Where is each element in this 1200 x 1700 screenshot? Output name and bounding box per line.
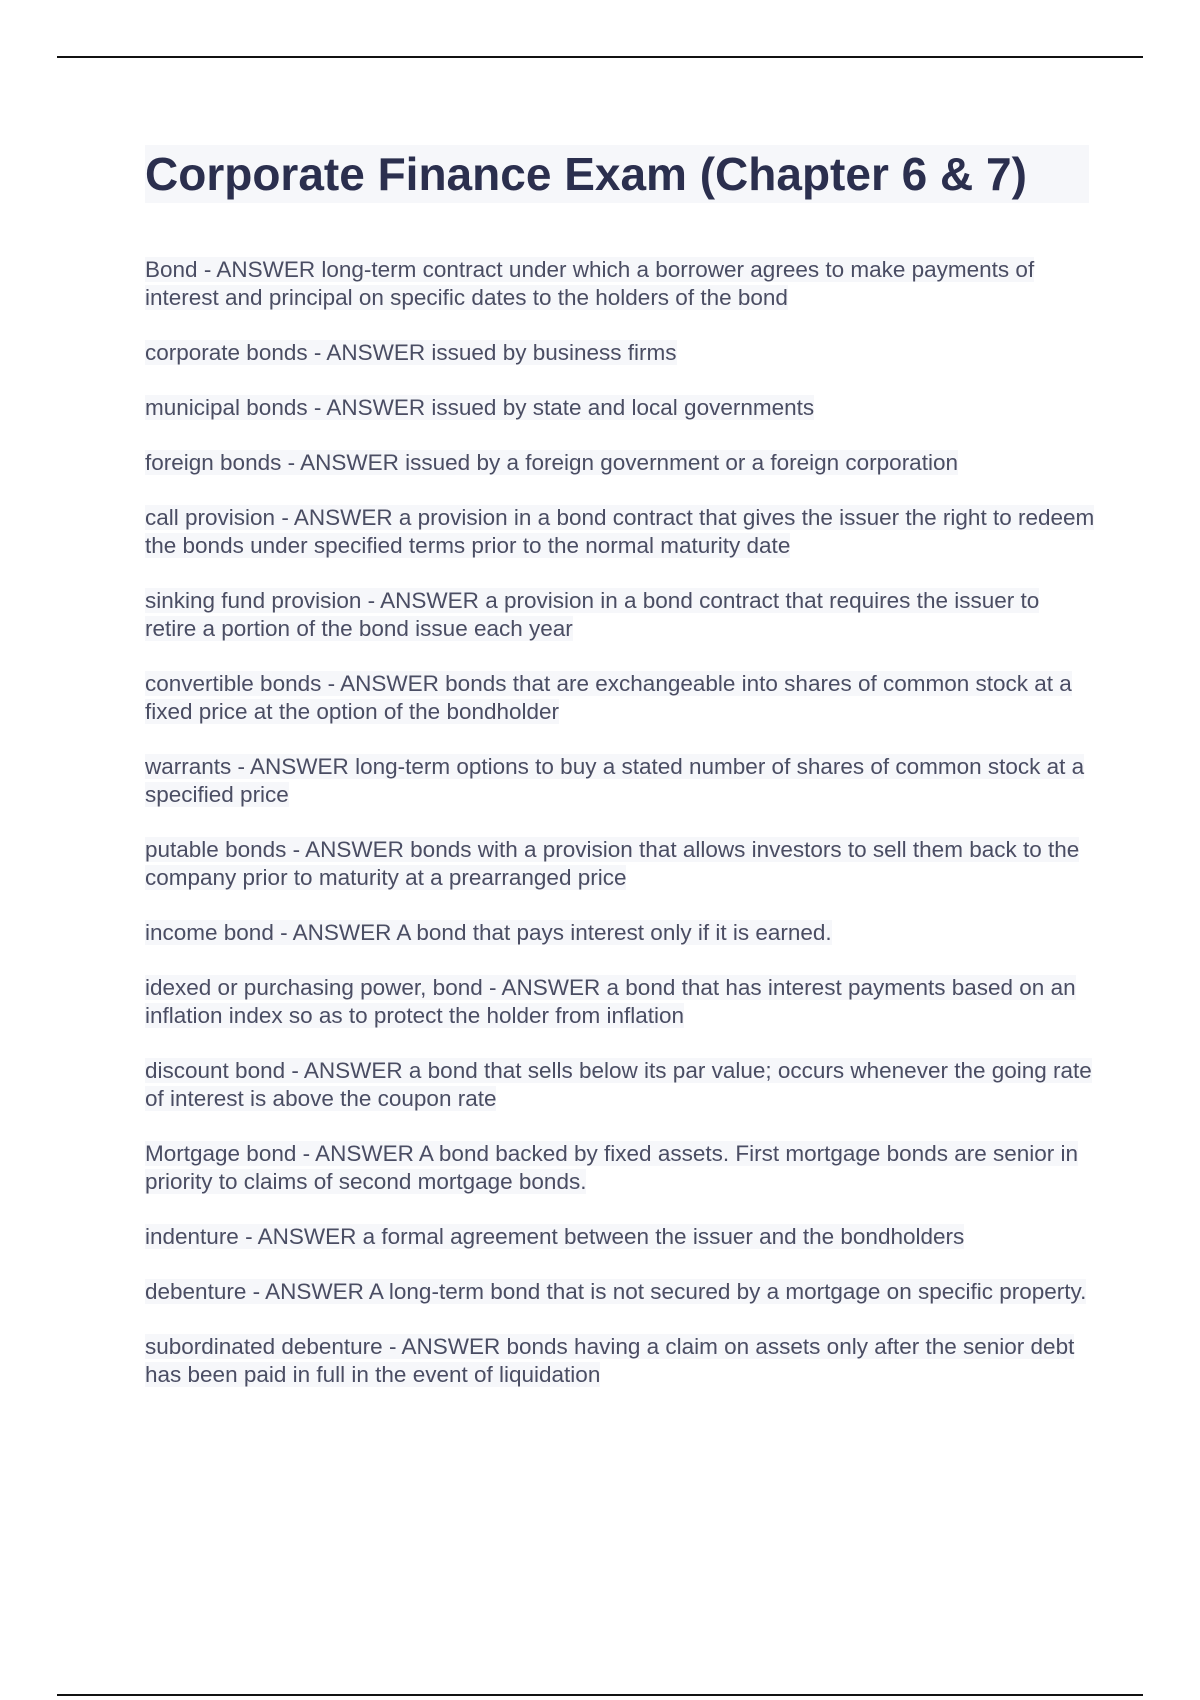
- entry-text: [145, 505, 1094, 558]
- entry-answer: a provision in a bond contract that requires the issuer to retire a portion of the bond issue each year: [145, 588, 1040, 641]
- entry-term: municipal bonds: [145, 395, 308, 420]
- entry-answer: a bond that sells below its par value; occurs whenever the going rate of interest is above the coupon rate: [145, 1058, 1092, 1111]
- entry-text: [145, 395, 814, 420]
- entry-term: putable bonds: [145, 837, 287, 862]
- list-item: [145, 670, 1095, 726]
- entry-text: [145, 340, 677, 365]
- entry-text: [145, 1334, 1074, 1387]
- answer-keyword: ANSWER: [501, 975, 601, 1000]
- entry-answer: a bond that has interest payments based on an inflation index so as to protect the holder from inflation: [145, 975, 1076, 1028]
- entry-separator: -: [482, 975, 502, 1000]
- entry-separator: -: [361, 588, 381, 613]
- answer-keyword: ANSWER: [326, 395, 426, 420]
- entry-term: sinking fund provision: [145, 588, 362, 613]
- answer-keyword: ANSWER: [265, 1279, 364, 1304]
- entry-term: subordinated debenture: [145, 1334, 383, 1359]
- answer-keyword: ANSWER: [380, 588, 479, 613]
- entry-text: [145, 588, 1039, 641]
- answer-keyword: ANSWER: [250, 754, 349, 779]
- list-item: [145, 1140, 1095, 1196]
- entry-separator: -: [285, 1058, 304, 1083]
- entry-answer: long-term options to buy a stated number of shares of common stock at a specified price: [145, 754, 1085, 807]
- entry-answer: long-term contract under which a borrower agrees to make payments of interest and principal on specific dates to the holders of the bond: [145, 257, 1035, 310]
- entry-answer: bonds having a claim on assets only after the senior debt has been paid in full in the event of liquidation: [145, 1334, 1075, 1387]
- entry-term: Bond: [145, 257, 198, 282]
- entry-separator: -: [321, 671, 341, 696]
- entry-answer: bonds with a provision that allows investors to sell them back to the company prior to maturity at a prearranged price: [145, 837, 1080, 890]
- entry-separator: -: [307, 395, 327, 420]
- entry-separator: -: [231, 754, 251, 779]
- entry-text: [145, 920, 832, 945]
- entry-separator: -: [382, 1334, 402, 1359]
- entry-term: call provision: [145, 505, 276, 530]
- answer-keyword: ANSWER: [300, 450, 399, 475]
- entry-separator: -: [246, 1279, 266, 1304]
- entry-term: discount bond: [145, 1058, 286, 1083]
- answer-keyword: ANSWER: [340, 671, 439, 696]
- entry-term: corporate bonds: [145, 340, 308, 365]
- list-item: [145, 394, 1095, 422]
- list-item: [145, 836, 1095, 892]
- entry-separator: -: [238, 1224, 258, 1249]
- answer-keyword: ANSWER: [293, 505, 393, 530]
- entry-separator: -: [286, 837, 306, 862]
- list-item: [145, 1333, 1095, 1389]
- entry-term: Mortgage bond: [145, 1141, 297, 1166]
- entry-separator: -: [273, 920, 293, 945]
- answer-keyword: ANSWER: [326, 340, 426, 365]
- entry-separator: -: [275, 505, 294, 530]
- list-item: [145, 919, 1095, 947]
- entry-term: debenture: [145, 1279, 247, 1304]
- answer-keyword: ANSWER: [292, 920, 392, 945]
- definition-list: [145, 256, 1095, 1416]
- entry-text: [145, 1279, 1086, 1304]
- answer-keyword: ANSWER: [257, 1224, 357, 1249]
- bottom-rule: [57, 1694, 1143, 1696]
- list-item: [145, 339, 1095, 367]
- list-item: [145, 587, 1095, 643]
- entry-separator: -: [197, 257, 217, 282]
- page-title: Corporate Finance Exam (Chapter 6 & 7): [145, 148, 1027, 200]
- entry-text: [145, 1141, 1078, 1194]
- list-item: [145, 1223, 1095, 1251]
- entry-answer: A long-term bond that is not secured by a mortgage on specific property.: [368, 1279, 1087, 1304]
- answer-keyword: ANSWER: [303, 1058, 403, 1083]
- entry-term: indenture: [145, 1224, 239, 1249]
- entry-text: [145, 975, 1076, 1028]
- entry-answer: issued by a foreign government or a foreign corporation: [405, 450, 958, 475]
- entry-separator: -: [307, 340, 327, 365]
- entry-text: [145, 837, 1079, 890]
- list-item: [145, 504, 1095, 560]
- entry-answer: bonds that are exchangeable into shares of common stock at a fixed price at the option of the bondholder: [145, 671, 1072, 724]
- list-item: [145, 1057, 1095, 1113]
- answer-keyword: ANSWER: [216, 257, 316, 282]
- entry-separator: -: [281, 450, 301, 475]
- top-rule: [57, 56, 1143, 58]
- answer-keyword: ANSWER: [315, 1141, 414, 1166]
- entry-term: warrants: [145, 754, 232, 779]
- entry-text: [145, 671, 1072, 724]
- entry-text: [145, 450, 958, 475]
- entry-term: foreign bonds: [145, 450, 282, 475]
- list-item: [145, 1278, 1095, 1306]
- entry-term: convertible bonds: [145, 671, 322, 696]
- entry-separator: -: [296, 1141, 316, 1166]
- entry-answer: A bond that pays interest only if it is earned.: [396, 920, 832, 945]
- entry-text: [145, 1224, 964, 1249]
- entry-text: [145, 754, 1084, 807]
- entry-text: [145, 1058, 1092, 1111]
- entry-answer: a formal agreement between the issuer and the bondholders: [362, 1224, 965, 1249]
- entry-answer: issued by state and local governments: [431, 395, 815, 420]
- list-item: [145, 449, 1095, 477]
- entry-text: [145, 257, 1034, 310]
- entry-answer: a provision in a bond contract that gives the issuer the right to redeem the bonds under specified terms prior to the normal maturity date: [145, 505, 1095, 558]
- list-item: [145, 256, 1095, 312]
- list-item: [145, 974, 1095, 1030]
- entry-term: income bond: [145, 920, 274, 945]
- answer-keyword: ANSWER: [305, 837, 404, 862]
- entry-term: idexed or purchasing power, bond: [145, 975, 483, 1000]
- entry-answer: A bond backed by fixed assets. First mortgage bonds are senior in priority to claims of second mortgage bonds.: [145, 1141, 1079, 1194]
- answer-keyword: ANSWER: [401, 1334, 501, 1359]
- entry-answer: issued by business firms: [431, 340, 677, 365]
- list-item: [145, 753, 1095, 809]
